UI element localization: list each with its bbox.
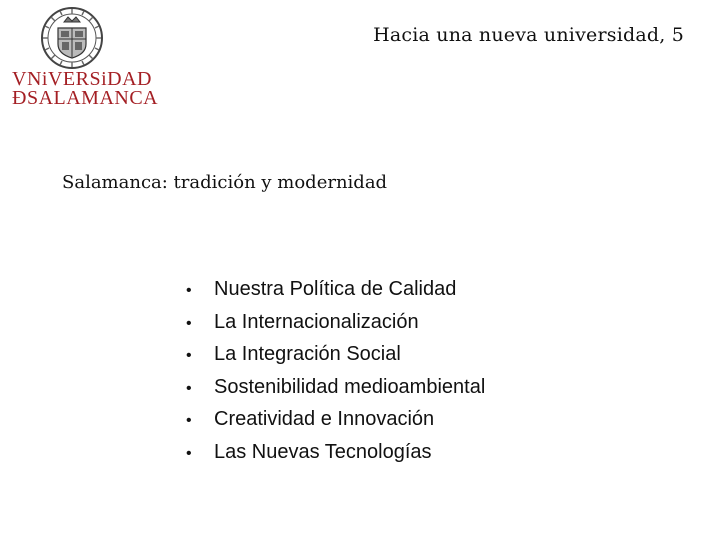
bullet-icon: •: [186, 444, 192, 462]
list-item-text: Creatividad e Innovación: [214, 408, 435, 430]
list-item-text: La Integración Social: [214, 343, 401, 365]
bullet-icon: •: [186, 412, 192, 429]
bullet-list: [186, 274, 485, 469]
bullet-icon: •: [186, 347, 192, 364]
bullet-icon: •: [186, 314, 192, 332]
list-item: [186, 437, 485, 470]
list-item: [186, 274, 485, 307]
list-item-text: La Internacionalización: [214, 310, 419, 333]
university-seal-icon: [40, 6, 104, 70]
list-item-text: Las Nuevas Tecnologías: [214, 440, 432, 463]
list-item-text: Sostenibilidad medioambiental: [214, 375, 486, 398]
list-item: [186, 372, 485, 405]
slide-title: Hacia una nueva universidad, 5: [373, 24, 684, 46]
slide-subtitle: Salamanca: tradición y modernidad: [62, 172, 388, 193]
logo-line-2: ÐSALAMANCA: [12, 87, 159, 109]
list-item: [186, 404, 485, 437]
bullet-icon: •: [186, 282, 192, 299]
list-item-text: Nuestra Política de Calidad: [214, 278, 457, 300]
bullet-icon: •: [186, 379, 192, 397]
list-item: [186, 307, 485, 340]
university-logo: [12, 70, 158, 108]
logo-line-1: VNiVERSiDAD: [12, 68, 152, 90]
list-item: [186, 339, 485, 372]
